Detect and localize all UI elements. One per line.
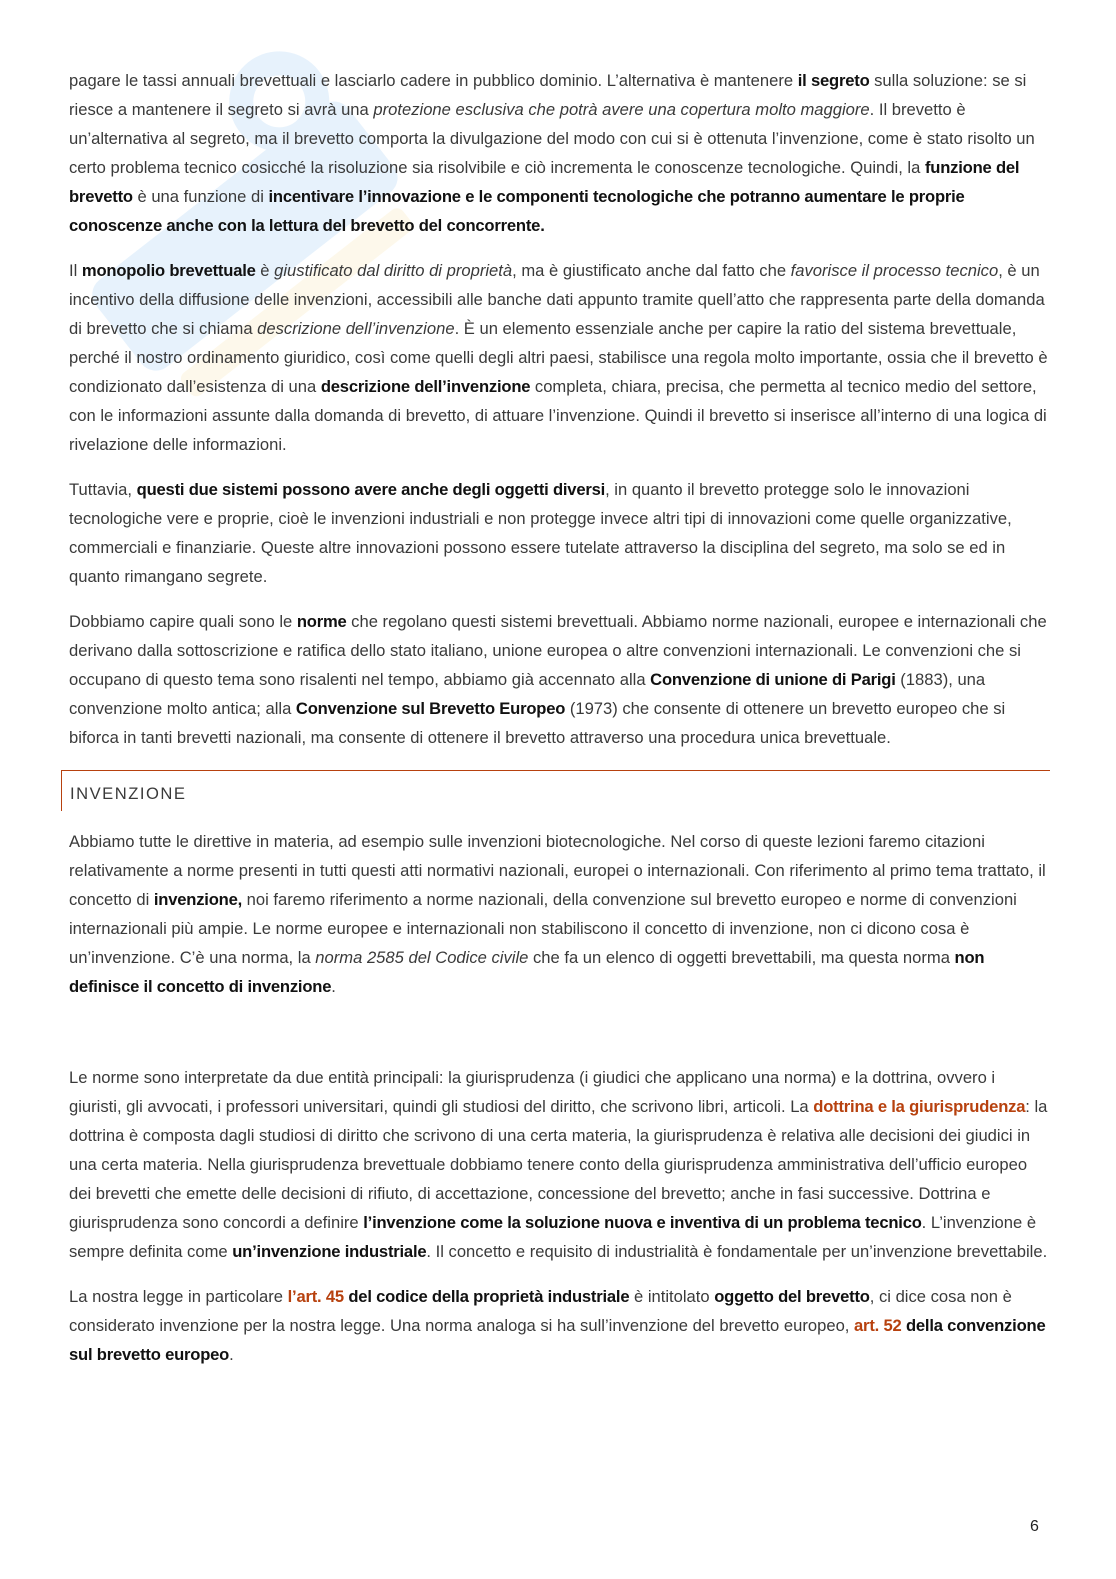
bold-run: invenzione, — [153, 890, 243, 909]
text-run: è intitolato — [629, 1287, 715, 1306]
paragraph-4 — [69, 607, 1049, 752]
bold-run: norme — [296, 612, 347, 631]
text-run: Il — [69, 261, 82, 280]
text-run: è — [255, 261, 275, 280]
bold-run: incentivare l’innovazione e le componenti tecnologiche che potranno aumentare le proprie conoscenze anche con la lettura del brevetto del concorrente. — [69, 187, 965, 235]
text-run: . Il brevetto è un’alternativa al segreto, ma il brevetto comporta la divulgazione del modo con cui si è ottenuta l’invenzione, come è stato risolto un certo problema tecnico cosicché la risoluzione sia risolvibile e ciò incrementa le conoscenze tecnologiche. Quindi, la — [69, 100, 1035, 177]
text-run: completa, chiara, precisa, che permetta al tecnico medio del settore, con le informazioni assunte dalla domanda di brevetto, di attuare l’invenzione. Quindi il brevetto si inserisce all’interno di una logica di rivelazione delle informazioni. — [69, 377, 1047, 454]
text-run: che regolano questi sistemi brevettuali. Abbiamo norme nazionali, europee e internazionali che derivano dalla sottoscrizione e ratifica dello stato italiano, unione europea o altre convenzioni internazionali. Le convenzioni che si occupano di questo tema sono risalenti nel tempo, abbiamo già accennato alla — [69, 612, 1047, 689]
text-run: pagare le tassi annuali brevettuali e lasciarlo cadere in pubblico dominio. L’alternativa è mantenere — [69, 71, 798, 90]
text-run: Abbiamo tutte le direttive in materia, ad esempio sulle invenzioni biotecnologiche. Nel corso di queste lezioni faremo citazioni relativamente a norme presenti in tutti questi atti normativi nazionali, europei o internazionali. Con riferimento al primo tema trattato, il concetto di — [69, 832, 1046, 909]
text-run: , in quanto il brevetto protegge solo le innovazioni tecnologiche vere e proprie, cioè le invenzioni industriali e non protegge invece altri tipi di innovazioni come quelle organizzative, commerciali e finanziarie. Queste altre innovazioni possono essere tutelate attraverso la disciplina del segreto, ma solo se ed in quanto rimangano segrete. — [69, 480, 1012, 586]
italic-run: protezione esclusiva che potrà avere una copertura molto maggiore — [373, 100, 870, 119]
blank-space — [69, 1017, 1049, 1063]
text-run: . È un elemento essenziale anche per capire la ratio del sistema brevettuale, perché il nostro ordinamento giuridico, così come quelli degli altri paesi, stabilisce una regola molto importante, ossia che il brevetto è condizionato dall’esistenza di una — [69, 319, 1048, 396]
bold-run: della convenzione sul brevetto europeo — [69, 1316, 1046, 1364]
text-run: . — [229, 1345, 234, 1364]
bold-run: monopolio brevettuale — [81, 261, 256, 280]
bold-run: il segreto — [797, 71, 870, 90]
section-heading-invenzione: INVENZIONE — [61, 770, 1050, 811]
paragraph-6 — [69, 1063, 1049, 1266]
text-run: noi faremo riferimento a norme nazionali, della convenzione sul brevetto europeo e norme di convenzioni internazionali più ampie. Le norme europee e internazionali non stabiliscono il concetto di invenzione, non ci dicono cosa è un’invenzione. C’è una norma, la — [69, 890, 1017, 967]
bold-run: del codice della proprietà industriale — [343, 1287, 630, 1306]
italic-run: giustificato dal diritto di proprietà — [274, 261, 513, 280]
text-run: , è un incentivo della diffusione delle invenzioni, accessibili alle banche dati appunto tramite quell’atto che rappresenta parte della domanda di brevetto che si chiama — [69, 261, 1045, 338]
text-run: sulla soluzione: se si riesce a mantenere il segreto si avrà una — [69, 71, 1027, 119]
text-run: Dobbiamo capire quali sono le — [69, 612, 297, 631]
bold-run: funzione del brevetto — [69, 158, 1020, 206]
bold-run: non definisce il concetto di invenzione — [69, 948, 985, 996]
page-number: 6 — [1030, 1518, 1039, 1535]
text-run: Le norme sono interpretate da due entità principali: la giurisprudenza (i giudici che applicano una norma) e la dottrina, ovvero i giuristi, gli avvocati, i professori universitari, quindi gli studiosi del diritto, che scrivono libri, articoli. La — [69, 1068, 996, 1116]
paragraph-7 — [69, 1282, 1049, 1369]
accent-run: l’art. 45 — [287, 1287, 344, 1306]
text-run: . L’invenzione è sempre definita come — [69, 1213, 1037, 1261]
text-run: . Il concetto e requisito di industrialità è fondamentale per un’invenzione brevettabile. — [426, 1242, 1048, 1261]
text-run: , ma è giustificato anche dal fatto che — [512, 261, 791, 280]
italic-run: favorisce il processo tecnico — [790, 261, 999, 280]
bold-run: l’invenzione come la soluzione nuova e inventiva di un problema tecnico — [363, 1213, 922, 1232]
text-run: che fa un elenco di oggetti brevettabili, ma questa norma — [528, 948, 955, 967]
text-run: (1883), una convenzione molto antica; alla — [69, 670, 986, 718]
paragraph-5 — [69, 827, 1049, 1001]
bold-run: un’invenzione industriale — [232, 1242, 427, 1261]
bold-run: descrizione dell’invenzione — [320, 377, 531, 396]
text-run: , ci dice cosa non è considerato invenzione per la nostra legge. Una norma analoga si ha sull’invenzione del brevetto europeo, — [69, 1287, 1012, 1335]
document-body — [69, 66, 1049, 1385]
paragraph-2 — [69, 256, 1049, 459]
text-run: Tuttavia, — [69, 480, 137, 499]
text-run: : la dottrina è composta dagli studiosi di diritto che scrivono di una certa materia, la giurisprudenza è relativa alle decisioni dei giudici in una certa materia. Nella giurisprudenza brevettuale dobbiamo tenere conto della giurisprudenza amministrativa dell’ufficio europeo dei brevetti che emette delle decisioni di rifiuto, di accettazione, concessione del brevetto; anche in fasi successive. Dottrina e giurisprudenza sono concordi a definire — [69, 1097, 1048, 1232]
bold-run: questi due sistemi possono avere anche degli oggetti diversi — [136, 480, 606, 499]
paragraph-3 — [69, 475, 1049, 591]
text-run: è una funzione di — [132, 187, 269, 206]
bold-run: Convenzione sul Brevetto Europeo — [295, 699, 566, 718]
text-run: (1973) che consente di ottenere un brevetto europeo che si biforca in tanti brevetti nazionali, ma consente di ottenere il brevetto attraverso una procedura unica brevettuale. — [69, 699, 1006, 747]
accent-run: dottrina e la giurisprudenza — [813, 1097, 1026, 1116]
bold-run: Convenzione di unione di Parigi — [650, 670, 896, 689]
accent-run: art. 52 — [854, 1316, 902, 1335]
text-run: . — [331, 977, 336, 996]
text-run: La nostra legge in particolare — [69, 1287, 288, 1306]
italic-run: descrizione dell’invenzione — [257, 319, 455, 338]
italic-run: norma 2585 del Codice civile — [315, 948, 529, 967]
paragraph-1 — [69, 66, 1049, 240]
bold-run: oggetto del brevetto — [714, 1287, 870, 1306]
